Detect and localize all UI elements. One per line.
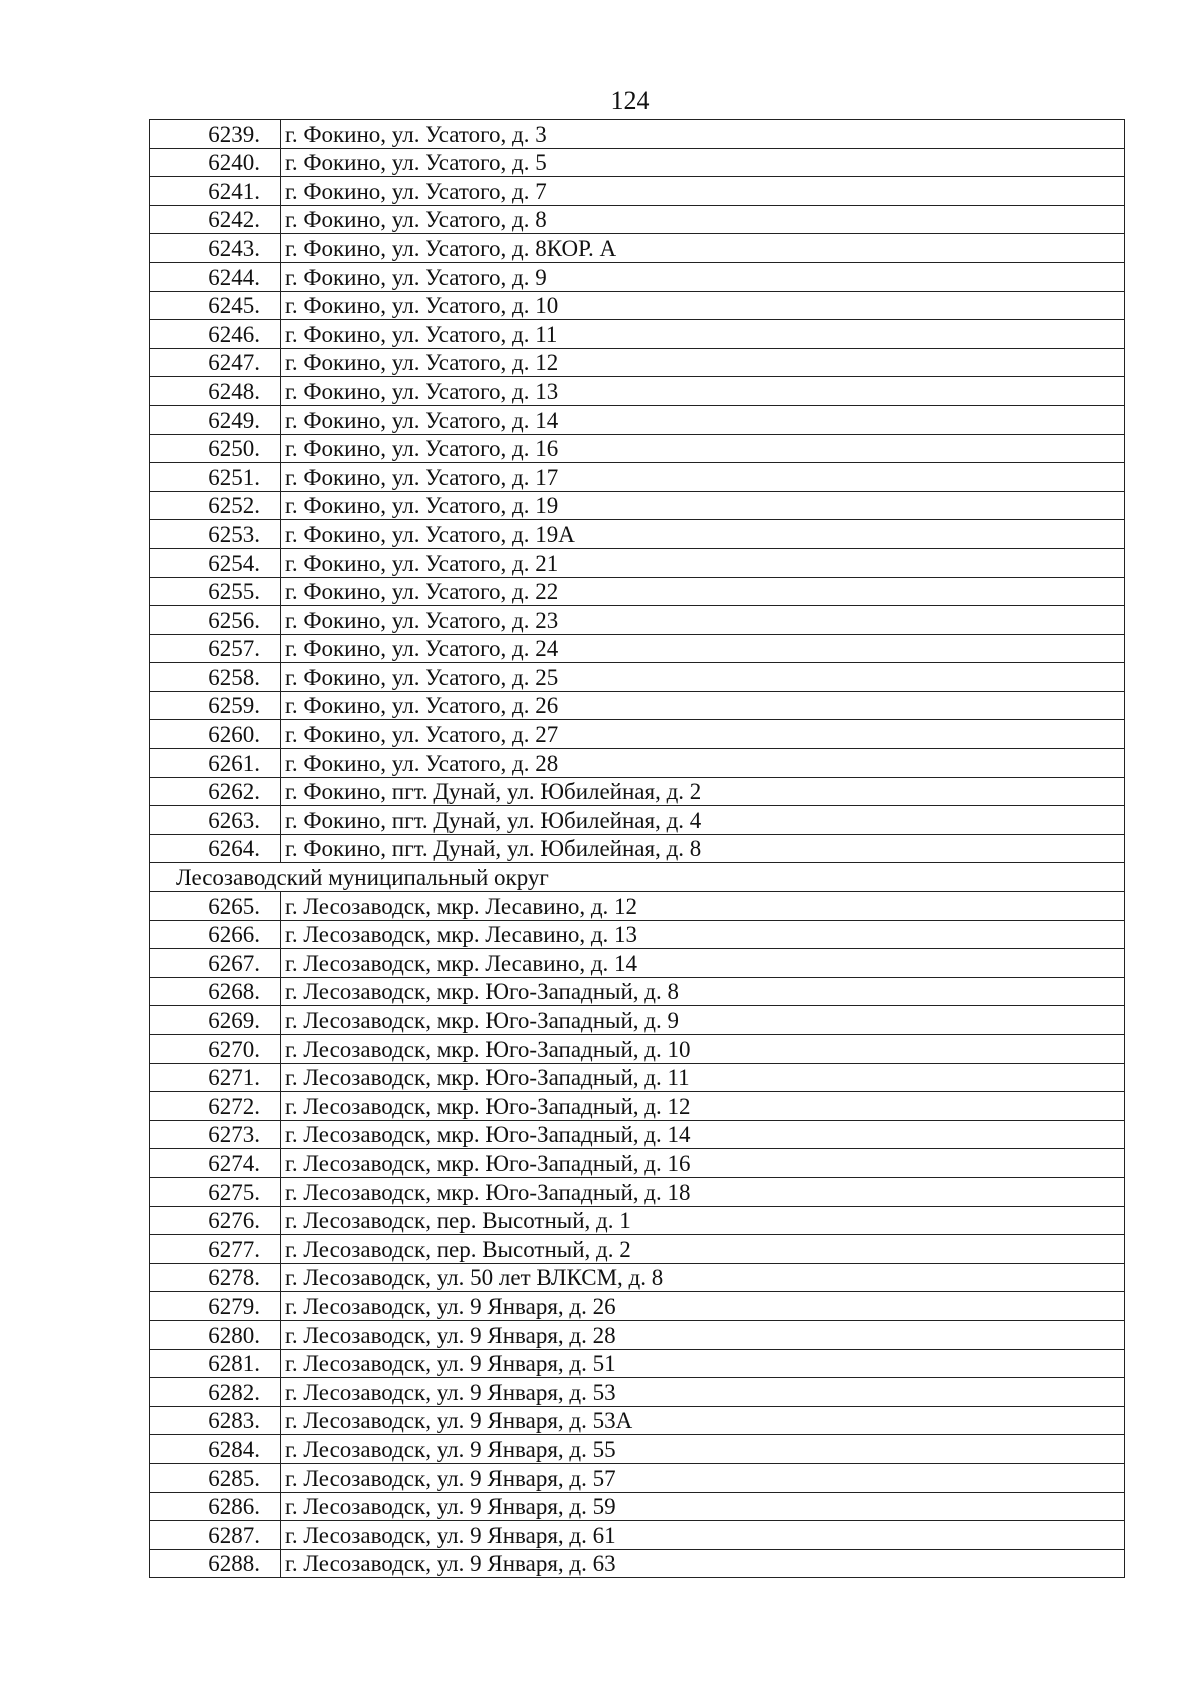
- row-address: г. Лесозаводск, пер. Высотный, д. 1: [281, 1206, 1125, 1235]
- table-row: [150, 1006, 1125, 1035]
- table-row: [150, 1120, 1125, 1149]
- row-address: г. Фокино, ул. Усатого, д. 21: [281, 548, 1125, 577]
- table-row: [150, 777, 1125, 806]
- row-address: г. Фокино, ул. Усатого, д. 22: [281, 577, 1125, 606]
- row-address: г. Лесозаводск, мкр. Юго-Западный, д. 12: [281, 1092, 1125, 1121]
- row-number: 6274.: [150, 1149, 281, 1178]
- table-row: [150, 1263, 1125, 1292]
- row-number: 6270.: [150, 1035, 281, 1064]
- row-number: 6284.: [150, 1435, 281, 1464]
- row-number: 6285.: [150, 1463, 281, 1492]
- row-number: 6276.: [150, 1206, 281, 1235]
- table-row: [150, 1149, 1125, 1178]
- row-number: 6280.: [150, 1320, 281, 1349]
- table-row: [150, 463, 1125, 492]
- row-address: г. Лесозаводск, мкр. Юго-Западный, д. 9: [281, 1006, 1125, 1035]
- row-address: г. Лесозаводск, мкр. Юго-Западный, д. 14: [281, 1120, 1125, 1149]
- table-row: [150, 1406, 1125, 1435]
- row-number: 6255.: [150, 577, 281, 606]
- row-address: г. Лесозаводск, мкр. Юго-Западный, д. 11: [281, 1063, 1125, 1092]
- row-address: г. Лесозаводск, ул. 9 Января, д. 55: [281, 1435, 1125, 1464]
- row-number: 6259.: [150, 691, 281, 720]
- table-row: [150, 1092, 1125, 1121]
- row-address: г. Лесозаводск, мкр. Юго-Западный, д. 18: [281, 1177, 1125, 1206]
- row-number: 6266.: [150, 920, 281, 949]
- row-address: г. Фокино, ул. Усатого, д. 3: [281, 120, 1125, 149]
- row-address: г. Фокино, ул. Усатого, д. 8: [281, 205, 1125, 234]
- table-row: [150, 234, 1125, 263]
- row-number: 6248.: [150, 377, 281, 406]
- table-row: [150, 691, 1125, 720]
- row-number: 6261.: [150, 749, 281, 778]
- row-address: г. Лесозаводск, ул. 9 Января, д. 59: [281, 1492, 1125, 1521]
- row-address: г. Лесозаводск, мкр. Лесавино, д. 12: [281, 892, 1125, 921]
- row-address: г. Лесозаводск, ул. 9 Января, д. 28: [281, 1320, 1125, 1349]
- row-address: г. Фокино, ул. Усатого, д. 8КОР. А: [281, 234, 1125, 263]
- table-row: [150, 1063, 1125, 1092]
- table-row: [150, 806, 1125, 835]
- row-number: 6247.: [150, 348, 281, 377]
- row-number: 6269.: [150, 1006, 281, 1035]
- row-number: 6258.: [150, 663, 281, 692]
- row-address: г. Фокино, ул. Усатого, д. 9: [281, 262, 1125, 291]
- address-table: [149, 119, 1125, 1578]
- row-number: 6286.: [150, 1492, 281, 1521]
- row-number: 6245.: [150, 291, 281, 320]
- row-address: г. Фокино, ул. Усатого, д. 19А: [281, 520, 1125, 549]
- table-row: [150, 977, 1125, 1006]
- row-number: 6265.: [150, 892, 281, 921]
- table-row: [150, 1463, 1125, 1492]
- row-number: 6239.: [150, 120, 281, 149]
- row-address: г. Лесозаводск, пер. Высотный, д. 2: [281, 1235, 1125, 1264]
- table-row: [150, 720, 1125, 749]
- table-row: [150, 606, 1125, 635]
- row-number: 6264.: [150, 834, 281, 863]
- row-address: г. Фокино, ул. Усатого, д. 11: [281, 320, 1125, 349]
- table-row: [150, 148, 1125, 177]
- table-row: [150, 205, 1125, 234]
- row-number: 6288.: [150, 1549, 281, 1578]
- row-number: 6254.: [150, 548, 281, 577]
- table-row: [150, 405, 1125, 434]
- table-row: [150, 320, 1125, 349]
- table-row: [150, 892, 1125, 921]
- row-number: 6271.: [150, 1063, 281, 1092]
- row-number: 6244.: [150, 262, 281, 291]
- table-row: [150, 634, 1125, 663]
- table-row: [150, 834, 1125, 863]
- row-address: г. Фокино, ул. Усатого, д. 10: [281, 291, 1125, 320]
- table-row: [150, 1435, 1125, 1464]
- table-row: [150, 1349, 1125, 1378]
- row-number: 6256.: [150, 606, 281, 635]
- table-row: [150, 262, 1125, 291]
- row-number: 6250.: [150, 434, 281, 463]
- row-address: г. Фокино, ул. Усатого, д. 24: [281, 634, 1125, 663]
- row-address: г. Лесозаводск, ул. 9 Января, д. 61: [281, 1521, 1125, 1550]
- row-address: г. Фокино, ул. Усатого, д. 7: [281, 177, 1125, 206]
- row-number: 6279.: [150, 1292, 281, 1321]
- row-address: г. Лесозаводск, ул. 9 Января, д. 63: [281, 1549, 1125, 1578]
- row-address: г. Фокино, ул. Усатого, д. 25: [281, 663, 1125, 692]
- row-address: г. Фокино, ул. Усатого, д. 27: [281, 720, 1125, 749]
- table-row: [150, 348, 1125, 377]
- row-address: г. Фокино, пгт. Дунай, ул. Юбилейная, д. 4: [281, 806, 1125, 835]
- row-address: г. Фокино, ул. Усатого, д. 17: [281, 463, 1125, 492]
- table-row: [150, 120, 1125, 149]
- row-address: г. Фокино, ул. Усатого, д. 14: [281, 405, 1125, 434]
- row-address: г. Фокино, ул. Усатого, д. 23: [281, 606, 1125, 635]
- row-number: 6275.: [150, 1177, 281, 1206]
- row-address: г. Фокино, ул. Усатого, д. 28: [281, 749, 1125, 778]
- table-row: [150, 434, 1125, 463]
- row-number: 6282.: [150, 1378, 281, 1407]
- table-row: [150, 291, 1125, 320]
- row-address: г. Фокино, ул. Усатого, д. 12: [281, 348, 1125, 377]
- row-number: 6287.: [150, 1521, 281, 1550]
- row-number: 6262.: [150, 777, 281, 806]
- row-number: 6272.: [150, 1092, 281, 1121]
- table-row: [150, 920, 1125, 949]
- table-row: [150, 1492, 1125, 1521]
- row-number: 6283.: [150, 1406, 281, 1435]
- row-address: г. Лесозаводск, ул. 9 Января, д. 57: [281, 1463, 1125, 1492]
- table-row: [150, 520, 1125, 549]
- row-address: г. Лесозаводск, мкр. Юго-Западный, д. 10: [281, 1035, 1125, 1064]
- table-row: [150, 1206, 1125, 1235]
- row-address: г. Лесозаводск, ул. 9 Января, д. 53: [281, 1378, 1125, 1407]
- table-row: [150, 1292, 1125, 1321]
- row-address: г. Фокино, ул. Усатого, д. 16: [281, 434, 1125, 463]
- row-number: 6281.: [150, 1349, 281, 1378]
- row-number: 6263.: [150, 806, 281, 835]
- row-address: г. Фокино, ул. Усатого, д. 19: [281, 491, 1125, 520]
- row-number: 6241.: [150, 177, 281, 206]
- row-number: 6242.: [150, 205, 281, 234]
- row-number: 6268.: [150, 977, 281, 1006]
- row-number: 6277.: [150, 1235, 281, 1264]
- row-number: 6278.: [150, 1263, 281, 1292]
- table-row: [150, 577, 1125, 606]
- row-number: 6273.: [150, 1120, 281, 1149]
- row-number: 6252.: [150, 491, 281, 520]
- row-number: 6253.: [150, 520, 281, 549]
- row-number: 6243.: [150, 234, 281, 263]
- table-row: [150, 1177, 1125, 1206]
- table-row: [150, 491, 1125, 520]
- row-address: г. Лесозаводск, ул. 9 Января, д. 51: [281, 1349, 1125, 1378]
- table-row: [150, 749, 1125, 778]
- row-number: 6249.: [150, 405, 281, 434]
- row-address: г. Лесозаводск, мкр. Лесавино, д. 13: [281, 920, 1125, 949]
- row-number: 6246.: [150, 320, 281, 349]
- table-row: [150, 1035, 1125, 1064]
- table-row: [150, 177, 1125, 206]
- table-row: [150, 1521, 1125, 1550]
- row-number: 6260.: [150, 720, 281, 749]
- row-address: г. Лесозаводск, мкр. Юго-Западный, д. 8: [281, 977, 1125, 1006]
- row-number: 6257.: [150, 634, 281, 663]
- address-table-body: [150, 120, 1125, 1578]
- table-row: [150, 1235, 1125, 1264]
- row-address: г. Фокино, ул. Усатого, д. 5: [281, 148, 1125, 177]
- table-row: [150, 548, 1125, 577]
- row-address: г. Лесозаводск, мкр. Лесавино, д. 14: [281, 949, 1125, 978]
- row-address: г. Фокино, пгт. Дунай, ул. Юбилейная, д. 2: [281, 777, 1125, 806]
- table-row: [150, 1549, 1125, 1578]
- row-address: г. Фокино, пгт. Дунай, ул. Юбилейная, д. 8: [281, 834, 1125, 863]
- page-number: 124: [610, 86, 650, 115]
- table-row: [150, 663, 1125, 692]
- table-row: [150, 1378, 1125, 1407]
- row-number: 6267.: [150, 949, 281, 978]
- row-number: 6251.: [150, 463, 281, 492]
- table-row: [150, 949, 1125, 978]
- row-address: г. Лесозаводск, ул. 50 лет ВЛКСМ, д. 8: [281, 1263, 1125, 1292]
- table-row: [150, 377, 1125, 406]
- row-address: г. Фокино, ул. Усатого, д. 13: [281, 377, 1125, 406]
- row-address: г. Лесозаводск, ул. 9 Января, д. 26: [281, 1292, 1125, 1321]
- row-address: г. Фокино, ул. Усатого, д. 26: [281, 691, 1125, 720]
- row-address: г. Лесозаводск, ул. 9 Января, д. 53А: [281, 1406, 1125, 1435]
- row-number: 6240.: [150, 148, 281, 177]
- section-row: [150, 863, 1125, 892]
- row-address: г. Лесозаводск, мкр. Юго-Западный, д. 16: [281, 1149, 1125, 1178]
- section-heading: Лесозаводский муниципальный округ: [150, 863, 1125, 892]
- table-row: [150, 1320, 1125, 1349]
